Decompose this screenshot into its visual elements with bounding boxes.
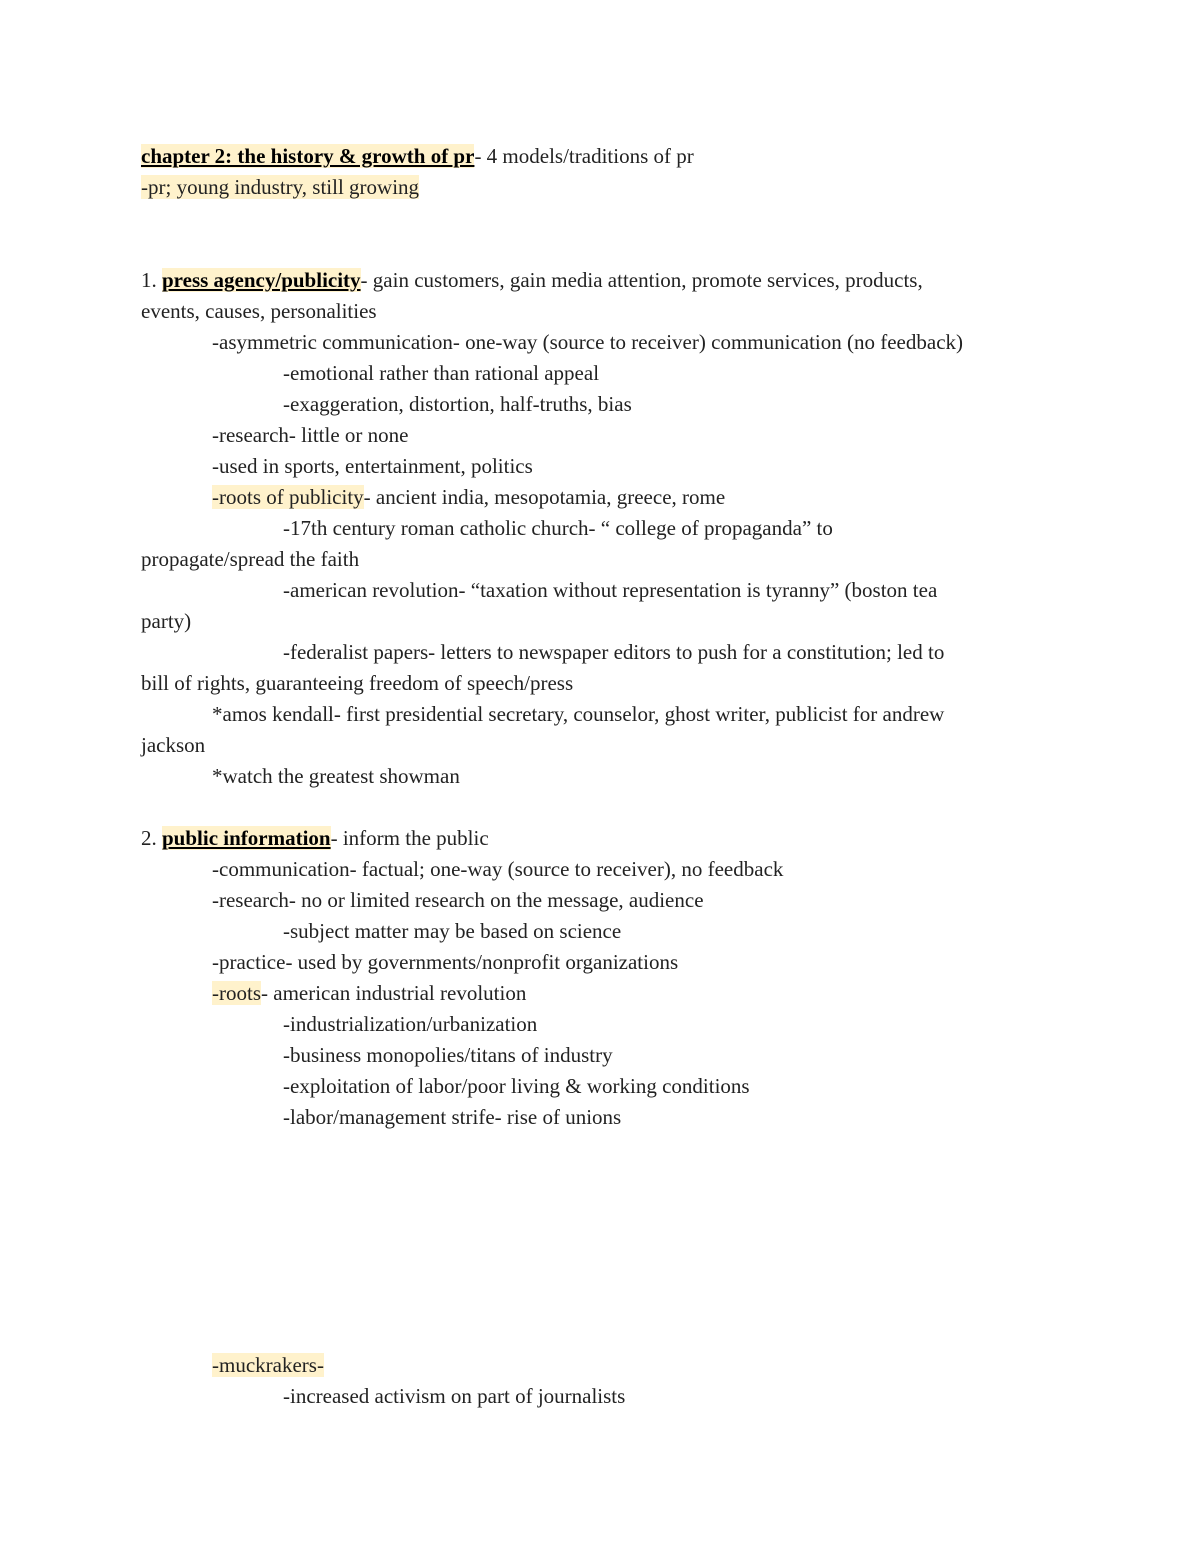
section2-title-rest: - inform the public [330, 826, 489, 850]
section1-line: -american revolution- “taxation without representation is tyranny” (boston tea [283, 578, 938, 602]
roots-highlight: roots [219, 981, 261, 1005]
section1-line-cont: bill of rights, guaranteeing freedom of speech/press [141, 671, 574, 695]
section2-title: public information [162, 826, 331, 850]
section1-line: *amos kendall- first presidential secretary, counselor, ghost writer, publicist for andrew [212, 702, 945, 726]
section1-roots-line [212, 482, 725, 513]
section1-line: -emotional rather than rational appeal [283, 361, 600, 385]
section2-heading [141, 823, 489, 854]
roots-dash: - [212, 981, 219, 1005]
muckrakers-line [212, 1350, 324, 1381]
section1-line: -federalist papers- letters to newspaper editors to push for a constitution; led to [283, 640, 945, 664]
section2-line: -industrialization/urbanization [283, 1012, 538, 1036]
section2-line: -communication- factual; one-way (source to receiver), no feedback [212, 857, 784, 881]
muckrakers-highlight: -muckrakers- [212, 1353, 324, 1377]
section2-line: -increased activism on part of journalists [283, 1384, 626, 1408]
section1-title: press agency/publicity [162, 268, 361, 292]
section1-line: -research- little or none [212, 423, 409, 447]
chapter-subline [141, 172, 419, 203]
section2-number: 2. [141, 826, 162, 850]
section2-line: -subject matter may be based on science [283, 919, 622, 943]
section2-roots-line [212, 978, 526, 1009]
roots-rest: - american industrial revolution [261, 981, 527, 1005]
section1-title-rest: - gain customers, gain media attention, promote services, products, [360, 268, 923, 292]
section1-line-cont: party) [141, 609, 192, 633]
section2-line: -exploitation of labor/poor living & working conditions [283, 1074, 750, 1098]
section1-line: -used in sports, entertainment, politics [212, 454, 533, 478]
roots-dash: - [212, 485, 219, 509]
section1-heading-cont: events, causes, personalities [141, 299, 377, 323]
roots-rest: - ancient india, mesopotamia, greece, rome [363, 485, 726, 509]
chapter-title: chapter 2: the history & growth of pr [141, 144, 475, 168]
section2-line: -business monopolies/titans of industry [283, 1043, 613, 1067]
section2-line: -research- no or limited research on the message, audience [212, 888, 704, 912]
section2-line: -labor/management strife- rise of unions [283, 1105, 622, 1129]
section1-line-cont: jackson [141, 733, 206, 757]
subline-text: -pr; young industry, still growing [141, 175, 420, 199]
chapter-title-rest: - 4 models/traditions of pr [474, 144, 694, 168]
section1-line: -asymmetric communication- one-way (source to receiver) communication (no feedback) [212, 330, 964, 354]
roots-of-publicity-highlight: roots of publicity [219, 485, 364, 509]
section1-line: -exaggeration, distortion, half-truths, bias [283, 392, 632, 416]
section1-line-cont: propagate/spread the faith [141, 547, 360, 571]
section1-line: -17th century roman catholic church- “ college of propaganda” to [283, 516, 833, 540]
section1-line: *watch the greatest showman [212, 764, 460, 788]
section1-heading [141, 265, 923, 296]
chapter-heading-line [141, 141, 694, 172]
section2-line: -practice- used by governments/nonprofit organizations [212, 950, 679, 974]
section1-number: 1. [141, 268, 162, 292]
